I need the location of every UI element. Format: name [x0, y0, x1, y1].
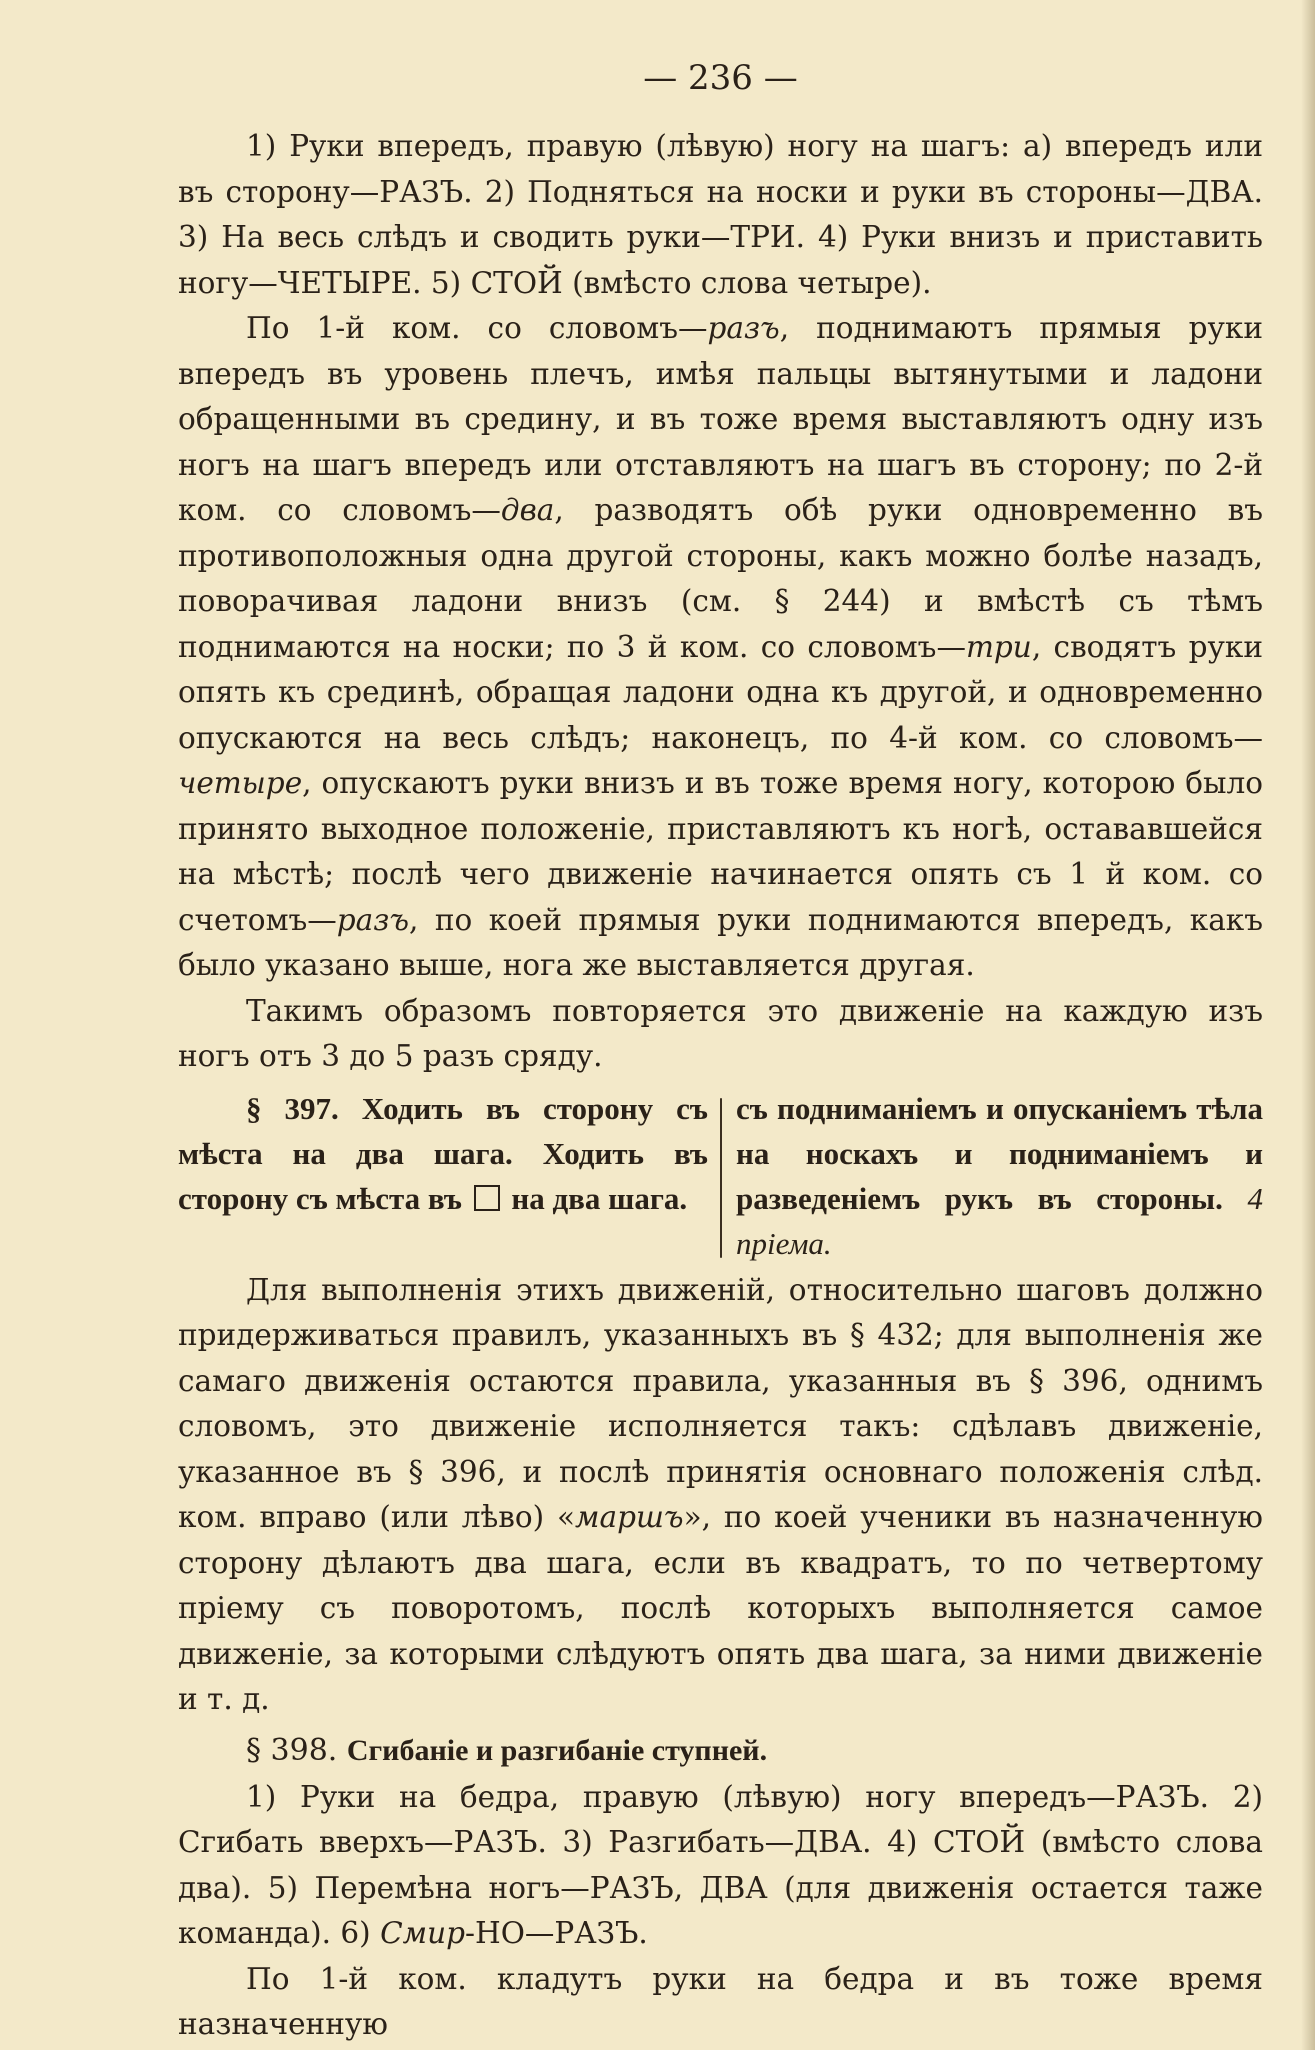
text-run: Для выполненія этихъ движеній, относительно шаговъ должно придерживаться правилъ, указанныхъ въ § 432; для выполненія же самаго движенія остаются правила, указанныя въ § 396, однимъ словомъ, это движеніе исполняется такъ: сдѣлавъ движеніе, указанное въ § 396, и послѣ принятія основнаго положенія слѣд. ком. вправо (или лѣво) «: [178, 1272, 1263, 1534]
text-run: По 1-й ком. со словомъ—: [246, 311, 708, 345]
section-397-title-part-c: съ подниманіемъ и опусканіемъ тѣла на носкахъ и подниманіемъ и разведеніемъ рукъ въ стороны.: [736, 1090, 1263, 1216]
italic-word: маршъ: [575, 1500, 684, 1534]
page-edge-shadow: [1301, 0, 1315, 2050]
section-398-number: § 398.: [246, 1732, 338, 1768]
square-icon: [474, 1185, 500, 1211]
text-run: , по коей прямыя руки поднимаются впередъ, какъ было указано выше, нога же выставляется другая.: [178, 902, 1263, 982]
paragraph-explanation-396: [178, 306, 1263, 989]
section-397-count: 4 пріема.: [736, 1180, 1263, 1261]
section-398-title: Сгибаніе и разгибаніе ступней.: [346, 1733, 768, 1767]
italic-word: разъ: [336, 902, 410, 937]
italic-word: четыре: [178, 766, 303, 800]
section-397-heading: [178, 1086, 1263, 1266]
section-397-title-part-b: на два шага.: [511, 1180, 688, 1216]
text-run: », по коей ученики въ назначенную сторону дѣлаютъ два шага, если въ квадратъ, то по четвертому пріему съ поворотомъ, послѣ которыхъ выполняется самое движеніе, за которыми слѣдуютъ опять два шага, за ними движеніе и т. д.: [178, 1500, 1263, 1716]
page-number: — 236 —: [643, 58, 798, 98]
italic-word: Смир: [380, 1916, 465, 1950]
section-397-title-part-a: § 397. Ходить въ сторону съ мѣста на два шага. Ходить въ сторону съ мѣста въ: [178, 1090, 708, 1216]
text-run: , поднимаютъ прямыя руки впередъ въ уровень плечъ, имѣя пальцы вытянутыми и ладони обращенными въ средину, и въ тоже время выставляютъ одну изъ ногъ на шагъ впередъ или отставляютъ на шагъ въ сторону; по 2-й ком. со словомъ—: [178, 311, 1263, 527]
section-397-title-right: [736, 1086, 1263, 1266]
paragraph-explanation-397: [178, 1268, 1263, 1723]
book-page: [178, 58, 1263, 2048]
italic-word: два: [500, 493, 555, 527]
italic-word: три: [965, 629, 1032, 664]
brace-divider: [708, 1086, 736, 1266]
paragraph-commands-398: [178, 1775, 1263, 1957]
section-397-title-left: [178, 1086, 708, 1266]
text-run: -НО—РАЗЪ.: [465, 1916, 648, 1950]
paragraph-repetition: Такимъ образомъ повторяется это движеніе на каждую изъ ногъ отъ 3 до 5 разъ сряду.: [178, 993, 1263, 1073]
text-run: , сводятъ руки опять къ срединѣ, обращая ладони одна къ другой, и одновременно опускаются на весь слѣдъ; наконецъ, по 4-й ком. со словомъ—: [178, 629, 1264, 755]
text-run: , разводятъ обѣ руки одновременно въ противоположныя одна другой стороны, какъ можно болѣе назадъ, поворачивая ладони внизъ (см. § 244) и вмѣстѣ съ тѣмъ поднимаются на носки; по 3 й ком. со словомъ—: [178, 493, 1263, 664]
section-398-heading: [178, 1727, 1263, 1775]
text-run: 1) Руки на бедра, правую (лѣвую) ногу впередъ—РАЗЪ. 2) Сгибать вверхъ—РАЗЪ. 3) Разгибать—ДВА. 4) СТОЙ (вмѣсто слова два). 5) Перемѣна ногъ—РАЗЪ, ДВА (для движенія остается таже команда). 6): [178, 1779, 1263, 1950]
paragraph-explanation-398: По 1-й ком. кладутъ руки на бедра и въ тоже время назначенную: [178, 1961, 1263, 2041]
italic-word: разъ: [707, 311, 780, 345]
text-run: , опускаютъ руки внизъ и въ тоже время ногу, которою было принято выходное положеніе, приставляютъ къ ногѣ, остававшейся на мѣстѣ; послѣ чего движеніе начинается опять съ 1 й ком. со счетомъ—: [178, 766, 1263, 937]
paragraph-commands-396: 1) Руки впередъ, правую (лѣвую) ногу на шагъ: а) впередъ или въ сторону—РАЗЪ. 2) Подняться на носки и руки въ стороны—ДВА. 3) На весь слѣдъ и сводить руки—ТРИ. 4) Руки внизъ и приставить ногу—ЧЕТЫРЕ. 5) СТОЙ (вмѣсто слова четыре).: [178, 129, 1263, 300]
